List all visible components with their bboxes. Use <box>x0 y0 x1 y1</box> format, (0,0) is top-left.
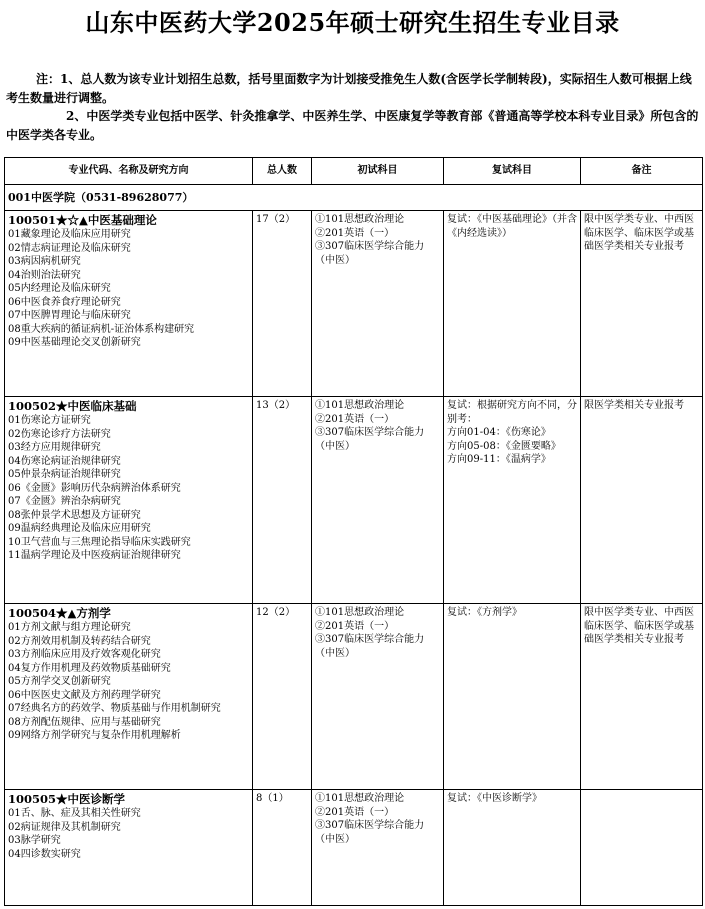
major-title: 100504★▲方剂学 <box>8 606 111 620</box>
remark-cell <box>581 790 703 906</box>
retest-item: 方向09-11：《温病学》 <box>447 454 551 465</box>
direction-item: 01舌、脉、症及其相关性研究 <box>8 808 141 819</box>
direction-item: 02伤寒论诊疗方法研究 <box>8 428 111 440</box>
header-remark: 备注 <box>581 158 703 185</box>
exam-item: ①101思想政治理论 <box>315 793 405 804</box>
direction-item: 03病因病机研究 <box>8 256 81 267</box>
direction-item: 02病证规律及其机制研究 <box>8 821 121 833</box>
total-cell: 8（1） <box>253 790 312 906</box>
direction-item: 04四诊数实研究 <box>8 848 81 860</box>
exam-cell <box>312 790 444 906</box>
direction-item: 01伤寒论方证研究 <box>8 415 91 426</box>
exam-item: ①101思想政治理论 <box>315 400 405 411</box>
direction-item: 09中医基础理论交叉创新研究 <box>8 337 141 348</box>
notes-section <box>6 70 700 144</box>
direction-item: 06《金匮》影响历代杂病辨治体系研究 <box>8 482 181 494</box>
exam-item: ②201英语（一） <box>315 806 395 818</box>
direction-item: 03脉学研究 <box>8 835 61 846</box>
retest-cell <box>444 604 581 790</box>
direction-item: 04治则治法研究 <box>8 269 81 281</box>
retest-cell <box>444 790 581 906</box>
retest-item: 方向05-08：《金匮要略》 <box>447 440 561 452</box>
major-cell <box>5 397 253 604</box>
major-title: 100505★中医诊断学 <box>8 792 126 806</box>
direction-item: 02方剂效用机制及转药结合研究 <box>8 635 151 647</box>
retest-item: 复试：《方剂学》 <box>447 607 522 618</box>
exam-item: ③307临床医学综合能力（中医） <box>315 820 425 845</box>
header-retest: 复试科目 <box>444 158 581 185</box>
direction-item: 08重大疾病的循证病机-证治体系构建研究 <box>8 323 195 335</box>
exam-item: ③307临床医学综合能力（中医） <box>315 427 425 452</box>
direction-item: 01藏象理论及临床应用研究 <box>8 229 131 240</box>
direction-list <box>8 414 249 563</box>
remark-cell: 限医学类相关专业报考 <box>581 397 703 604</box>
major-cell <box>5 790 253 906</box>
direction-item: 04复方作用机理及药效物质基础研究 <box>8 662 171 674</box>
direction-item: 09网络方剂学研究与复杂作用机理解析 <box>8 730 181 741</box>
table-row <box>5 790 703 906</box>
header-exam: 初试科目 <box>312 158 444 185</box>
direction-item: 10卫气营血与三焦理论指导临床实践研究 <box>8 536 191 548</box>
retest-item: 复试：《中医诊断学》 <box>447 793 542 804</box>
exam-item: ③307临床医学综合能力（中医） <box>315 241 425 266</box>
exam-item: ③307临床医学综合能力（中医） <box>315 634 425 659</box>
total-cell: 12（2） <box>253 604 312 790</box>
exam-cell <box>312 211 444 397</box>
college-name: 001中医学院（0531-89628077） <box>5 185 703 211</box>
exam-cell <box>312 397 444 604</box>
table-header-row <box>5 158 703 185</box>
college-row <box>5 185 703 211</box>
remark-cell: 限中医学类专业、中西医临床医学、临床医学或基础医学类相关专业报考 <box>581 211 703 397</box>
note-2: 2、中医学类专业包括中医学、针灸推拿学、中医养生学、中医康复学等教育部《普通高等学校本科专业目录》所包含的中医学类各专业。 <box>6 109 699 142</box>
direction-item: 02情志病证理论及临床研究 <box>8 242 131 254</box>
direction-item: 09温病经典理论及临床应用研究 <box>8 523 151 534</box>
direction-item: 05仲景杂病证治规律研究 <box>8 469 121 480</box>
exam-item: ①101思想政治理论 <box>315 607 405 618</box>
direction-item: 06中医医史文献及方剂药理学研究 <box>8 689 161 701</box>
major-catalog-table <box>4 157 703 906</box>
direction-item: 05方剂学交叉创新研究 <box>8 676 111 687</box>
retest-cell <box>444 211 581 397</box>
table-row <box>5 397 703 604</box>
major-title: 100502★中医临床基础 <box>8 399 137 413</box>
remark-cell: 限中医学类专业、中西医临床医学、临床医学或基础医学类相关专业报考 <box>581 604 703 790</box>
header-major: 专业代码、名称及研究方向 <box>5 158 253 185</box>
direction-item: 03方剂临床应用及疗效客观化研究 <box>8 649 161 660</box>
table-row <box>5 604 703 790</box>
exam-item: ①101思想政治理论 <box>315 214 405 225</box>
total-cell: 17（2） <box>253 211 312 397</box>
direction-item: 08张仲景学术思想及方证研究 <box>8 509 141 521</box>
note-1: 注：1、总人数为该专业计划招生总数，括号里面数字为计划接受推免生人数(含医学长学制转段)，实际招生人数可根据上线考生数量进行调整。 <box>6 72 692 105</box>
direction-item: 11温病学理论及中医疫病证治规律研究 <box>8 550 181 561</box>
exam-cell <box>312 604 444 790</box>
direction-item: 03经方应用规律研究 <box>8 442 101 453</box>
direction-item: 07经典名方的药效学、物质基础与作用机制研究 <box>8 703 221 714</box>
exam-item: ②201英语（一） <box>315 620 395 632</box>
major-title: 100501★☆▲中医基础理论 <box>8 213 157 227</box>
direction-item: 07《金匮》辨治杂病研究 <box>8 496 121 507</box>
direction-item: 06中医食养食疗理论研究 <box>8 296 121 308</box>
direction-item: 01方剂文献与组方理论研究 <box>8 622 131 633</box>
page-title: 山东中医药大学2025年硕士研究生招生专业目录 <box>85 8 620 37</box>
retest-item: 复试：根据研究方向不同，分别考： <box>447 400 577 425</box>
direction-item: 05内经理论及临床研究 <box>8 283 111 294</box>
direction-item: 07中医脾胃理论与临床研究 <box>8 310 131 321</box>
direction-list <box>8 621 249 743</box>
direction-list <box>8 228 249 350</box>
retest-cell <box>444 397 581 604</box>
retest-item: 方向01-04：《伤寒论》 <box>447 427 551 438</box>
major-cell <box>5 604 253 790</box>
direction-item: 08方剂配伍规律、应用与基础研究 <box>8 716 161 728</box>
major-cell <box>5 211 253 397</box>
exam-item: ②201英语（一） <box>315 413 395 425</box>
table-row <box>5 211 703 397</box>
direction-list <box>8 807 249 861</box>
exam-item: ②201英语（一） <box>315 227 395 239</box>
header-total: 总人数 <box>253 158 312 185</box>
direction-item: 04伤寒论病证治规律研究 <box>8 455 121 467</box>
total-cell: 13（2） <box>253 397 312 604</box>
retest-item: 复试：《中医基础理论》（并含《内经选读》） <box>447 214 577 239</box>
